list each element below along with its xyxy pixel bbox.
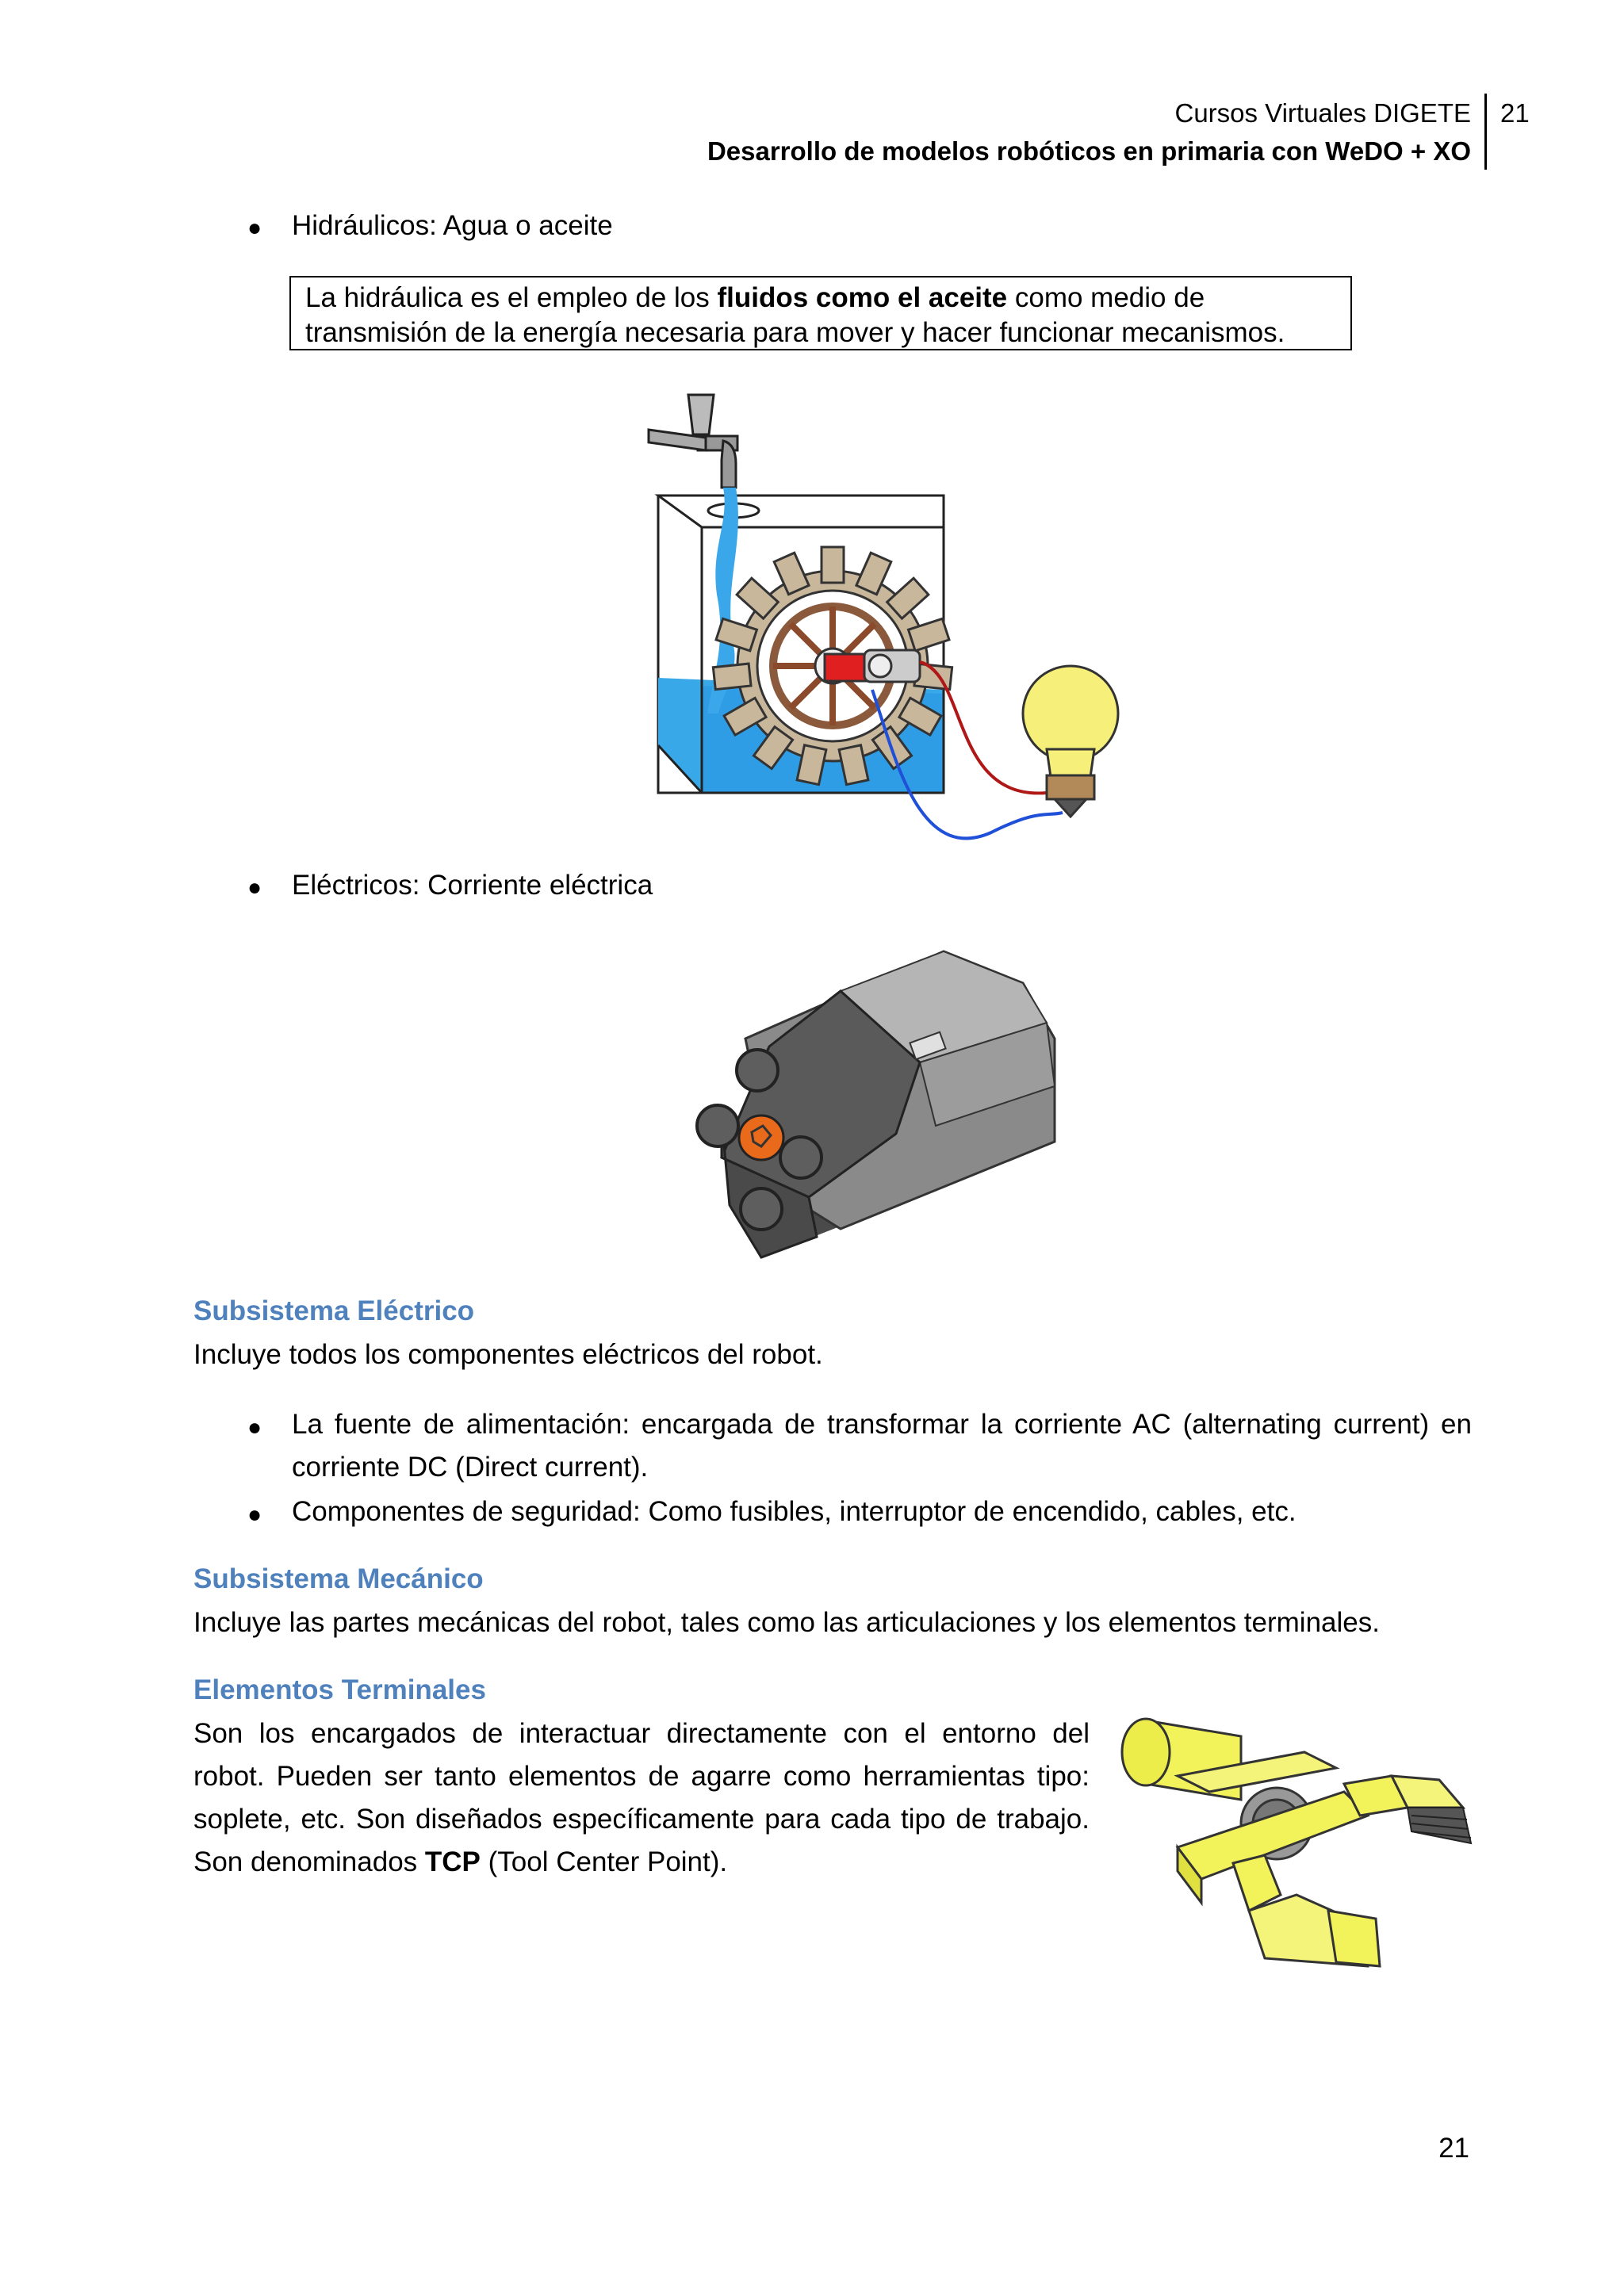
- definition-text-bold: fluidos como el aceite: [717, 282, 1008, 313]
- mechanical-subsystem-text: Incluye las partes mecánicas del robot, tales como las articulaciones y los elementos terminales.: [193, 1607, 1380, 1638]
- terminal-text-end: (Tool Center Point).: [480, 1846, 728, 1877]
- hydraulic-definition-box: [289, 276, 1352, 350]
- bullet-dot-icon: ●: [247, 215, 262, 241]
- electric-bullet-text: Eléctricos: Corriente eléctrica: [292, 870, 653, 901]
- hydraulic-bullet-text: Hidráulicos: Agua o aceite: [292, 210, 613, 241]
- definition-text-end: como medio de transmisión de la energía necesaria para mover y hacer funcionar mecanismos.: [305, 282, 1285, 348]
- mechanical-subsystem-heading: Subsistema Mecánico: [193, 1563, 484, 1594]
- bullet-dot-icon: ●: [247, 874, 262, 901]
- robot-gripper-illustration: [1106, 1705, 1487, 1974]
- definition-text-start: La hidráulica es el empleo de los: [305, 282, 718, 313]
- header-course-title: Cursos Virtuales DIGETE: [1174, 98, 1471, 128]
- bullet-dot-icon: ●: [247, 1414, 262, 1441]
- header-subtitle: Desarrollo de modelos robóticos en primaria con WeDO + XO: [707, 136, 1471, 166]
- electrical-subsystem-intro: Incluye todos los componentes eléctricos del robot.: [193, 1339, 823, 1370]
- bullet-dot-icon: ●: [247, 1502, 262, 1528]
- terminal-elements-heading: Elementos Terminales: [193, 1674, 486, 1705]
- header-page-number: 21: [1500, 98, 1530, 128]
- terminal-elements-text: [193, 1712, 1090, 1884]
- electrical-subsystem-heading: Subsistema Eléctrico: [193, 1295, 475, 1326]
- header-divider: [1484, 94, 1487, 170]
- footer-page-number: 21: [1438, 2133, 1469, 2164]
- list-item: Componentes de seguridad: Como fusibles, interruptor de encendido, cables, etc.: [292, 1496, 1297, 1527]
- tcp-term: TCP: [424, 1846, 481, 1877]
- terminal-text-start: Son los encargados de interactuar directamente con el entorno del robot. Pueden ser tanto elementos de agarre como herramientas tipo: soplete, etc. Son diseñados específicamente para cada tipo de trabajo. Son denominados: [193, 1718, 1090, 1877]
- water-wheel-illustration: [634, 388, 1142, 872]
- list-item: La fuente de alimentación: encargada de transformar la corriente AC (alternating current) en corriente DC (Direct current).: [292, 1409, 1472, 1483]
- electric-motor-illustration: [682, 943, 1071, 1269]
